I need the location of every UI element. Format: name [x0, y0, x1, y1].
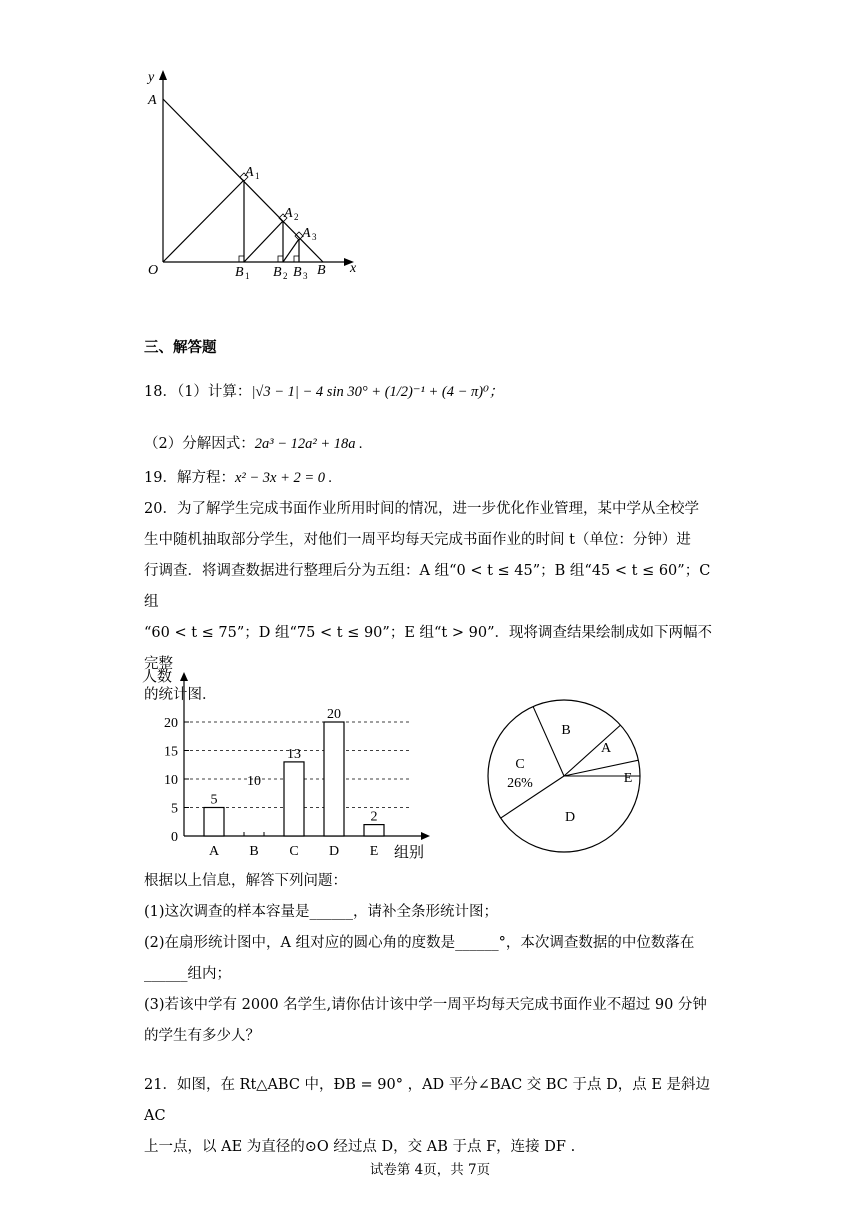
q20-intro: 根据以上信息，解答下列问题： — [144, 873, 347, 889]
q20-line-4: “60 < t ≤ 75”；D 组“75 < t ≤ 90”；E 组“t > 90”．现将调查结果绘制成如下两幅不完整 — [144, 625, 712, 672]
q18-part2-expression: 2a³ − 12a² + 18a . — [254, 436, 363, 452]
q20-sub1: (1)这次调查的样本容量是______，请补全条形统计图； — [144, 904, 499, 920]
bar-chart — [138, 664, 438, 864]
pie-chart — [478, 692, 658, 872]
section-title: 三、解答题 — [144, 339, 217, 356]
bar-A — [204, 808, 224, 837]
label-A1-sub: 1 — [255, 171, 260, 181]
bar-value-label: 20 — [327, 707, 341, 722]
pie-label-C: C — [515, 757, 525, 772]
y-tick-label: 0 — [171, 830, 178, 845]
x-tick-label: D — [328, 844, 340, 859]
bar-C — [284, 762, 304, 836]
label-x: x — [350, 261, 357, 276]
q20-subquestions — [144, 866, 726, 1052]
label-O: O — [148, 263, 159, 278]
q21-text — [144, 1070, 726, 1163]
q21-line-1: 21．如图，在 Rt△ABC 中，ÐB = 90° ，AD 平分∠BAC 交 BC 于点 D，点 E 是斜边 AC — [144, 1077, 711, 1124]
label-A3-sub: 3 — [312, 232, 317, 242]
q20-sub2-line2: ______组内； — [144, 966, 231, 982]
bar-D — [324, 722, 344, 836]
label-B1: B — [235, 265, 244, 280]
label-A: A — [148, 93, 157, 108]
x-axis-label: 组别 — [394, 845, 425, 861]
page-footer: 试卷第 4页，共 7页 — [369, 1162, 491, 1178]
label-B: B — [317, 263, 326, 278]
pie-label-B: B — [561, 723, 571, 738]
q19 — [144, 467, 332, 489]
q18-part1 — [144, 381, 503, 403]
q20-line-3: 行调查．将调查数据进行整理后分为五组：A 组“0 < t ≤ 45”；B 组“45 < t ≤ 60”；C 组 — [144, 563, 711, 610]
pie-label-D: D — [564, 810, 576, 825]
bar-value-label: 2 — [370, 809, 378, 825]
pie-percent-C: 26% — [507, 776, 533, 791]
label-A2: A — [284, 206, 293, 221]
y-axis-arrow — [180, 672, 188, 681]
label-A3: A — [302, 226, 311, 241]
label-B1-sub: 1 — [245, 271, 250, 281]
x-tick-label: C — [289, 844, 299, 859]
bar-value-label: 10 — [247, 774, 261, 789]
q18-part1-expression: |√3 − 1| − 4 sin 30° + (1/2)⁻¹ + (4 − π)⁰； — [251, 384, 504, 400]
bar-value-label: 5 — [210, 792, 218, 808]
q20-sub3-line1: (3)若该中学有 2000 名学生,请你估计该中学一周平均每天完成书面作业不超过 90 分钟 — [144, 997, 707, 1013]
y-axis-label: 人数 — [142, 669, 173, 685]
pie-label-A: A — [600, 741, 612, 756]
label-B3-sub: 3 — [303, 271, 308, 281]
q19-prefix: 19．解方程： — [144, 470, 235, 486]
y-tick-label: 5 — [171, 801, 178, 817]
x-tick-label: B — [249, 844, 259, 859]
q18-part2-prefix: （2）分解因式： — [144, 436, 255, 452]
x-tick-label: E — [369, 844, 379, 859]
q20-sub3-line2: 的学生有多少人？ — [144, 1028, 260, 1044]
q18-part1-prefix: 18．（1）计算： — [144, 384, 252, 400]
q19-equation: x² − 3x + 2 = 0 . — [234, 470, 333, 486]
q20-line-5: 的统计图． — [144, 687, 217, 703]
y-tick-label: 10 — [164, 773, 178, 788]
geometry-figure — [140, 66, 370, 286]
label-A2-sub: 2 — [294, 212, 299, 222]
y-tick-label: 20 — [164, 716, 178, 731]
x-axis-arrow — [421, 832, 430, 840]
q18-part2 — [144, 433, 363, 455]
label-A1: A — [245, 165, 254, 180]
bar-value-label: 13 — [287, 746, 301, 762]
label-B3: B — [293, 265, 302, 280]
q20-line-1: 20．为了解学生完成书面作业所用时间的情况，进一步优化作业管理，某中学从全校学 — [144, 501, 699, 517]
bar-E — [364, 825, 384, 836]
q20-line-2: 生中随机抽取部分学生，对他们一周平均每天完成书面作业的时间 t（单位：分钟）进 — [144, 532, 691, 548]
y-tick-label: 15 — [164, 744, 178, 760]
pie-label-E: E — [623, 771, 633, 786]
x-tick-label: A — [208, 844, 220, 859]
q21-line-2: 上一点，以 AE 为直径的⊙O 经过点 D，交 AB 于点 F，连接 DF . — [144, 1139, 576, 1155]
q20-sub2-line1: (2)在扇形统计图中，A 组对应的圆心角的度数是______°，本次调查数据的中位数落在 — [144, 935, 695, 951]
label-B2-sub: 2 — [283, 271, 288, 281]
label-B2: B — [273, 265, 282, 280]
label-y: y — [148, 70, 155, 85]
